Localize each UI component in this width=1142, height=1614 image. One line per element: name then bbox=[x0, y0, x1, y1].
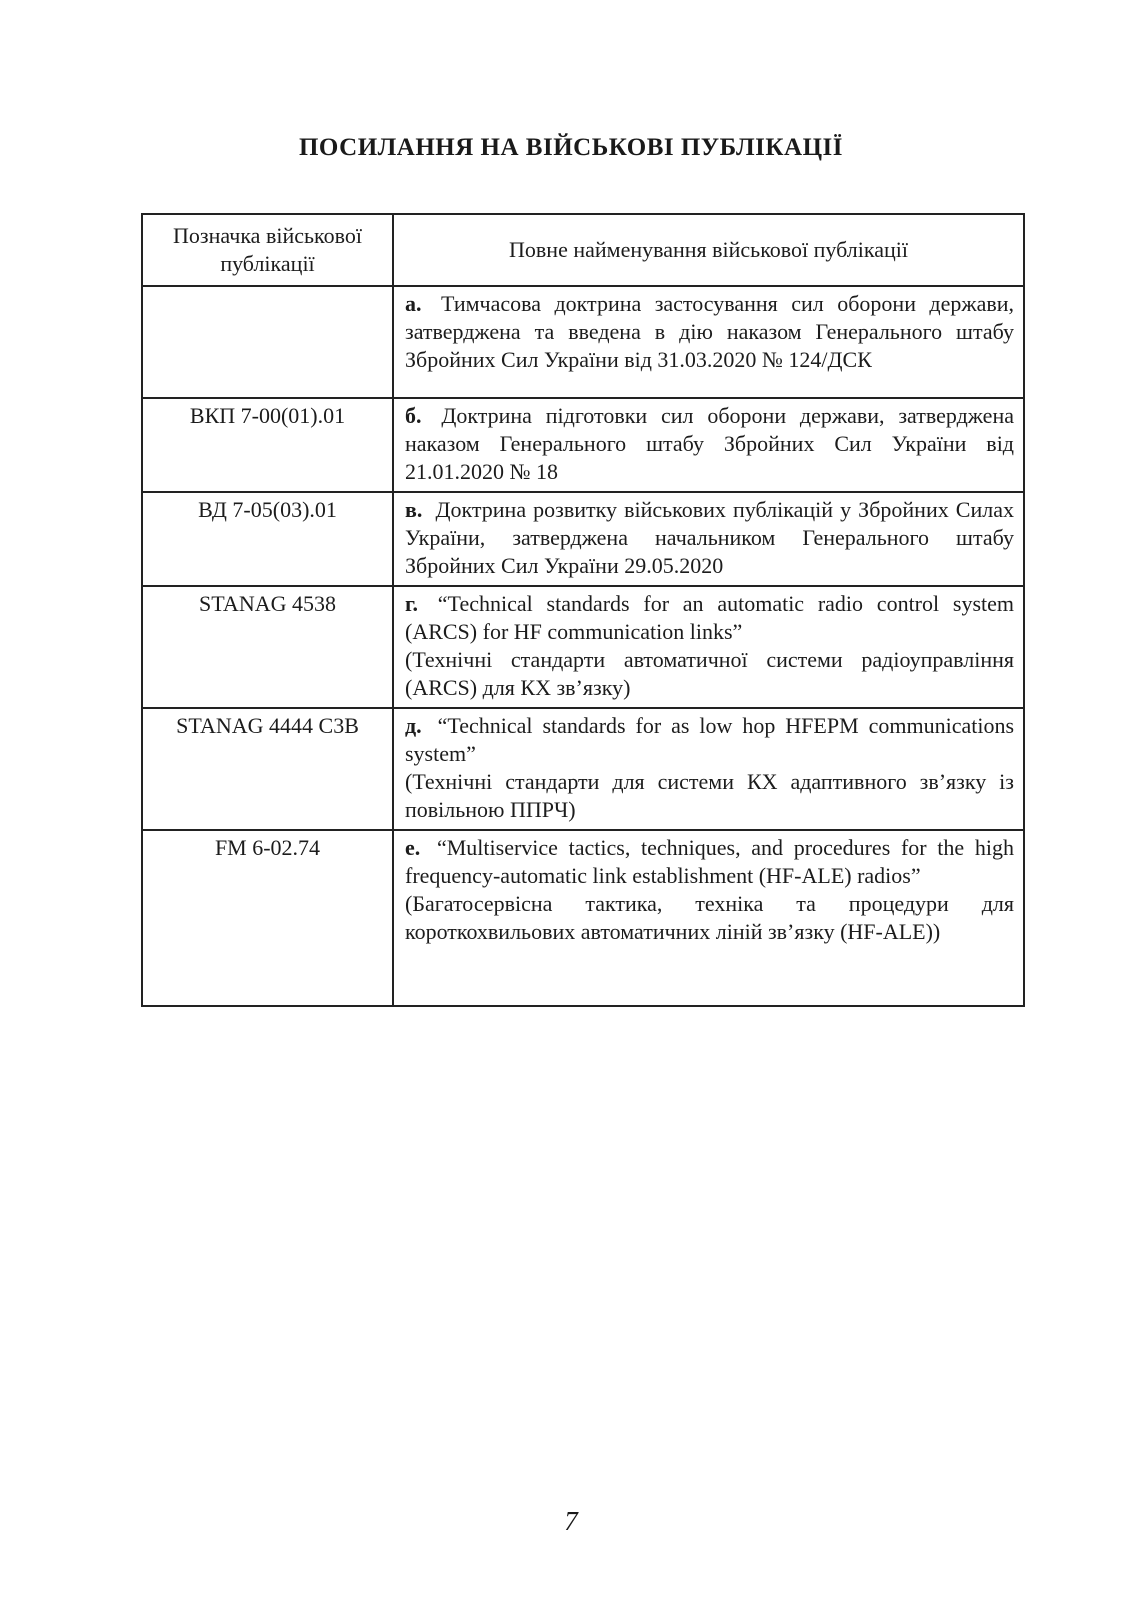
header-full-name: Повне найменування військової публікації bbox=[393, 214, 1024, 286]
page-number: 7 bbox=[564, 1506, 578, 1536]
description-paragraph bbox=[405, 590, 1014, 646]
description-paragraph bbox=[405, 712, 1014, 768]
publication-description bbox=[393, 492, 1024, 586]
description-text: Доктрина підготовки сил оборони держави, затверджена наказом Генерального штабу Збройних Сил України від 21.01.2020 № 18 bbox=[405, 403, 1014, 484]
description-paragraph bbox=[405, 496, 1014, 580]
description-text: “Technical standards for as low hop HFEPM communications system” bbox=[405, 713, 1015, 766]
description-paragraph bbox=[405, 834, 1014, 890]
publication-designation bbox=[142, 286, 393, 398]
item-marker: в. bbox=[405, 497, 423, 522]
description-translation: (Технічні стандарти автоматичної системи радіоуправління (ARCS) для КХ зв’язку) bbox=[405, 647, 1014, 700]
publication-description bbox=[393, 286, 1024, 398]
table-row bbox=[142, 830, 1024, 1006]
publication-description bbox=[393, 830, 1024, 1006]
item-marker: б. bbox=[405, 403, 422, 428]
item-marker: е. bbox=[405, 835, 421, 860]
publication-designation: FM 6-02.74 bbox=[142, 830, 393, 1006]
publication-description bbox=[393, 398, 1024, 492]
description-translation: (Багатосервісна тактика, техніка та процедури для короткохвильових автоматичних ліній зв’язку (HF-ALE)) bbox=[405, 891, 1014, 944]
table-row bbox=[142, 492, 1024, 586]
table-row bbox=[142, 286, 1024, 398]
item-marker: д. bbox=[405, 713, 422, 738]
description-text: Доктрина розвитку військових публікацій у Збройних Силах України, затверджена начальником Генерального штабу Збройних Сил України 29.05.2020 bbox=[405, 497, 1014, 578]
publication-designation: ВКП 7-00(01).01 bbox=[142, 398, 393, 492]
publication-description bbox=[393, 586, 1024, 708]
page-title: ПОСИЛАННЯ НА ВІЙСЬКОВІ ПУБЛІКАЦІЇ bbox=[298, 134, 843, 161]
publication-designation: ВД 7-05(03).01 bbox=[142, 492, 393, 586]
description-text: Тимчасова доктрина застосування сил оборони держави, затверджена та введена в дію наказом Генерального штабу Збройних Сил України від 31.03.2020 № 124/ДСК bbox=[405, 291, 1015, 372]
publication-designation: STANAG 4444 C3B bbox=[142, 708, 393, 830]
item-marker: а. bbox=[405, 291, 422, 316]
description-paragraph bbox=[405, 402, 1014, 486]
table-row bbox=[142, 398, 1024, 492]
description-translation: (Технічні стандарти для системи КХ адаптивного зв’язку із повільною ППРЧ) bbox=[405, 769, 1014, 822]
publications-table bbox=[141, 213, 1025, 1007]
table-header-row bbox=[142, 214, 1024, 286]
publication-description bbox=[393, 708, 1024, 830]
description-text: “Technical standards for an automatic radio control system (ARCS) for HF communication links” bbox=[405, 591, 1015, 644]
publication-designation: STANAG 4538 bbox=[142, 586, 393, 708]
table-row bbox=[142, 708, 1024, 830]
table-row bbox=[142, 586, 1024, 708]
description-text: “Multiservice tactics, techniques, and procedures for the high frequency-automatic link establishment (HF-ALE) radios” bbox=[405, 835, 1014, 888]
description-paragraph bbox=[405, 290, 1014, 374]
header-designation: Позначка військової публікації bbox=[142, 214, 393, 286]
item-marker: г. bbox=[405, 591, 419, 616]
